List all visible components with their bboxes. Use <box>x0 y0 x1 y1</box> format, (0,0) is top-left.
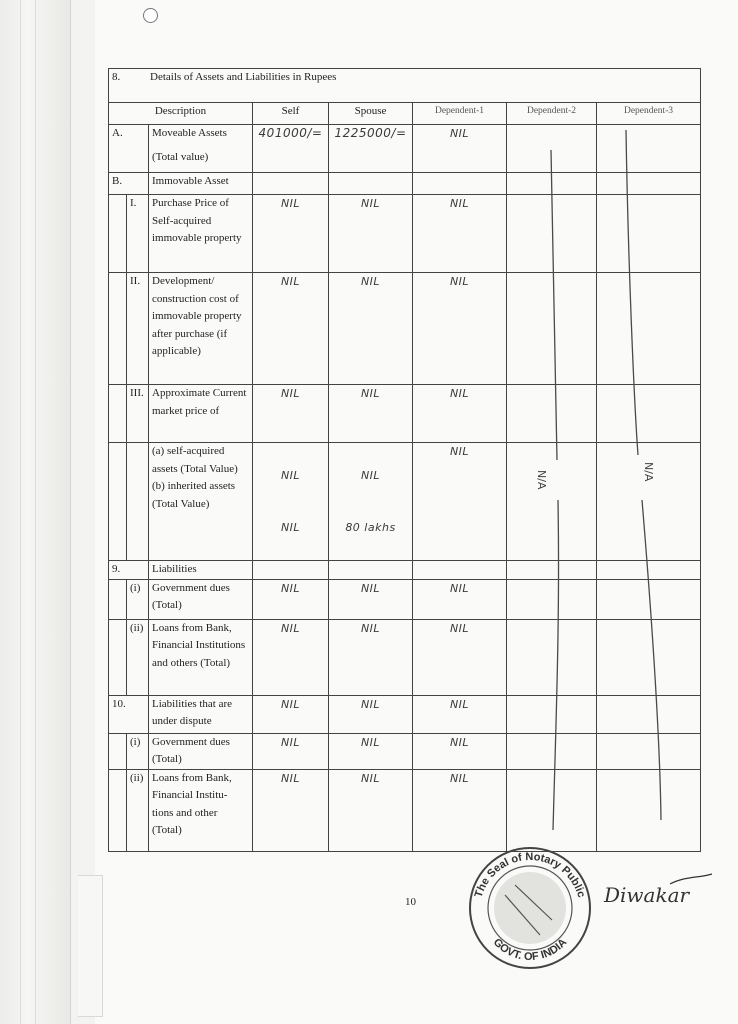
row-number: (i) <box>127 733 149 769</box>
moveable-spouse <box>329 125 413 173</box>
handwritten-value: 80 lakhs <box>345 520 396 534</box>
dispute-gov-dep1 <box>413 733 507 769</box>
empty-cell <box>597 173 701 195</box>
handwritten-value: NIL <box>449 275 470 288</box>
dispute-self <box>253 695 329 733</box>
indent-cell <box>109 385 127 443</box>
table-row <box>109 619 701 695</box>
header-self: Self <box>253 103 329 125</box>
row-label: 9. <box>109 561 149 580</box>
handwritten-value: NIL <box>360 581 381 595</box>
handwritten-value: NIL <box>280 771 301 785</box>
table-row <box>109 695 701 733</box>
table-row <box>109 769 701 851</box>
row-description: Liabilities that are under dispute <box>149 695 253 733</box>
dispute-loans-spouse <box>329 769 413 851</box>
handwritten-value: 401000/= <box>258 126 323 140</box>
header-dependent-1: Dependent-1 <box>413 103 507 125</box>
table-row <box>109 173 701 195</box>
row-description: Loans from Bank, Financial Institutions and others (Total) <box>149 619 253 695</box>
moveable-self <box>253 125 329 173</box>
empty-cell <box>597 695 701 733</box>
dispute-loans-self <box>253 769 329 851</box>
row-label: B. <box>109 173 149 195</box>
assets-spouse <box>329 443 413 561</box>
market-spouse <box>329 385 413 443</box>
binder-tab <box>78 875 103 1017</box>
loans-dep1 <box>413 619 507 695</box>
inherited-desc: (b) inherited assets (Total Value) <box>152 480 236 510</box>
punch-hole <box>143 8 158 23</box>
handwritten-value: NIL <box>449 581 470 595</box>
handwritten-value: NIL <box>449 697 470 711</box>
signature-text: Diwakar <box>604 883 690 907</box>
assets-dep1 <box>413 443 507 561</box>
row-description: Purchase Price of Self-acquired immovable property <box>149 195 253 273</box>
handwritten-value: NIL <box>360 275 381 288</box>
handwritten-value: NIL <box>449 621 470 635</box>
indent-cell <box>109 769 127 851</box>
handwritten-value: NIL <box>360 197 381 210</box>
dependent-2-na: N/A <box>535 470 548 490</box>
empty-cell <box>597 443 701 561</box>
gov-dues-dep1 <box>413 579 507 619</box>
empty-cell <box>597 769 701 851</box>
handwritten-value: NIL <box>360 621 381 635</box>
handwritten-value: NIL <box>449 445 470 458</box>
empty-cell <box>507 385 597 443</box>
table-row <box>109 385 701 443</box>
handwritten-value: NIL <box>280 621 301 635</box>
empty-cell <box>507 173 597 195</box>
handwritten-value: NIL <box>360 735 381 749</box>
empty-cell <box>597 619 701 695</box>
moveable-desc-line2: (Total value) <box>152 150 209 163</box>
header-spouse: Spouse <box>329 103 413 125</box>
page-number: 10 <box>405 896 416 908</box>
handwritten-value: NIL <box>280 520 301 534</box>
handwritten-value: NIL <box>449 387 470 400</box>
empty-cell <box>329 561 413 580</box>
table-row <box>109 579 701 619</box>
indent-cell <box>109 619 127 695</box>
seal-center-fill <box>494 872 566 944</box>
gov-dues-self <box>253 579 329 619</box>
dispute-gov-self <box>253 733 329 769</box>
handwritten-value: NIL <box>280 469 301 482</box>
market-self <box>253 385 329 443</box>
header-dependent-3: Dependent-3 <box>597 103 701 125</box>
row-description: Government dues (Total) <box>149 579 253 619</box>
empty-cell <box>507 443 597 561</box>
section-title-row <box>109 69 701 103</box>
handwritten-value: NIL <box>449 127 470 140</box>
header-dependent-2: Dependent-2 <box>507 103 597 125</box>
indent-cell <box>109 195 127 273</box>
empty-cell <box>329 173 413 195</box>
development-self <box>253 273 329 385</box>
indent-cell <box>109 273 127 385</box>
gov-dues-spouse <box>329 579 413 619</box>
dispute-spouse <box>329 695 413 733</box>
row-description: Immovable Asset <box>149 173 253 195</box>
handwritten-value: NIL <box>280 697 301 711</box>
empty-cell <box>597 733 701 769</box>
handwritten-value: 1225000/= <box>334 126 407 140</box>
empty-cell <box>253 173 329 195</box>
row-label: 10. <box>109 695 149 733</box>
seal-bottom-text: GOVT. OF INDIA <box>490 936 570 964</box>
moveable-dep2 <box>507 125 597 173</box>
indent-cell <box>127 443 149 561</box>
row-description: Liabilities <box>149 561 253 580</box>
header-description: Description <box>109 103 253 125</box>
empty-cell <box>507 619 597 695</box>
empty-cell <box>507 195 597 273</box>
row-description: Government dues (Total) <box>149 733 253 769</box>
empty-cell <box>507 579 597 619</box>
signature <box>600 870 715 915</box>
row-description: Approximate Current market price of <box>149 385 253 443</box>
handwritten-value: NIL <box>449 771 470 785</box>
empty-cell <box>507 273 597 385</box>
indent-cell <box>109 443 127 561</box>
handwritten-value: NIL <box>449 735 470 749</box>
empty-cell <box>413 173 507 195</box>
loans-self <box>253 619 329 695</box>
table-row <box>109 273 701 385</box>
row-number: I. <box>127 195 149 273</box>
handwritten-value: NIL <box>449 197 470 210</box>
indent-cell <box>109 733 127 769</box>
row-number: II. <box>127 273 149 385</box>
moveable-dep3 <box>597 125 701 173</box>
empty-cell <box>597 195 701 273</box>
seal-top-text: The Seal of Notary Public <box>472 850 588 900</box>
self-acquired-desc: (a) self-acquired assets (Total Value) <box>152 445 238 475</box>
dependent-3-na: N/A <box>642 462 655 482</box>
empty-cell <box>597 273 701 385</box>
assets-liabilities-table <box>108 68 701 852</box>
section-title-cell <box>109 69 701 103</box>
handwritten-value: NIL <box>280 581 301 595</box>
table-row <box>109 443 701 561</box>
header-row <box>109 103 701 125</box>
assets-self <box>253 443 329 561</box>
handwritten-value: NIL <box>360 697 381 711</box>
row-number: III. <box>127 385 149 443</box>
dispute-gov-spouse <box>329 733 413 769</box>
dispute-loans-dep1 <box>413 769 507 851</box>
row-description <box>149 443 253 561</box>
dispute-dep1 <box>413 695 507 733</box>
handwritten-value: NIL <box>280 197 301 210</box>
empty-cell <box>507 561 597 580</box>
handwritten-value: NIL <box>280 275 301 288</box>
binder-fold <box>20 0 36 1024</box>
empty-cell <box>597 385 701 443</box>
row-description: Loans from Bank, Financial Institu- tions and other (Total) <box>149 769 253 851</box>
purchase-spouse <box>329 195 413 273</box>
section-title: Details of Assets and Liabilities in Rupees <box>150 71 337 83</box>
table-row <box>109 733 701 769</box>
empty-cell <box>507 733 597 769</box>
handwritten-value: NIL <box>360 387 381 400</box>
loans-spouse <box>329 619 413 695</box>
empty-cell <box>597 561 701 580</box>
empty-cell <box>507 769 597 851</box>
table-row <box>109 561 701 580</box>
row-description: Development/ construction cost of immovable property after purchase (if applicable) <box>149 273 253 385</box>
handwritten-value: NIL <box>360 469 381 482</box>
row-number: (ii) <box>127 769 149 851</box>
row-number: (i) <box>127 579 149 619</box>
notary-seal <box>460 840 600 970</box>
moveable-dep1 <box>413 125 507 173</box>
row-number: (ii) <box>127 619 149 695</box>
empty-cell <box>507 695 597 733</box>
indent-cell <box>109 579 127 619</box>
table-row <box>109 125 701 173</box>
empty-cell <box>413 561 507 580</box>
purchase-self <box>253 195 329 273</box>
section-number: 8. <box>112 71 121 83</box>
handwritten-value: NIL <box>280 735 301 749</box>
handwritten-value: NIL <box>280 387 301 400</box>
purchase-dep1 <box>413 195 507 273</box>
row-description <box>149 125 253 173</box>
table-row <box>109 195 701 273</box>
development-dep1 <box>413 273 507 385</box>
empty-cell <box>597 579 701 619</box>
empty-cell <box>253 561 329 580</box>
handwritten-value: NIL <box>360 771 381 785</box>
development-spouse <box>329 273 413 385</box>
row-label: A. <box>109 125 149 173</box>
market-dep1 <box>413 385 507 443</box>
moveable-desc-line1: Moveable Assets <box>152 127 227 139</box>
